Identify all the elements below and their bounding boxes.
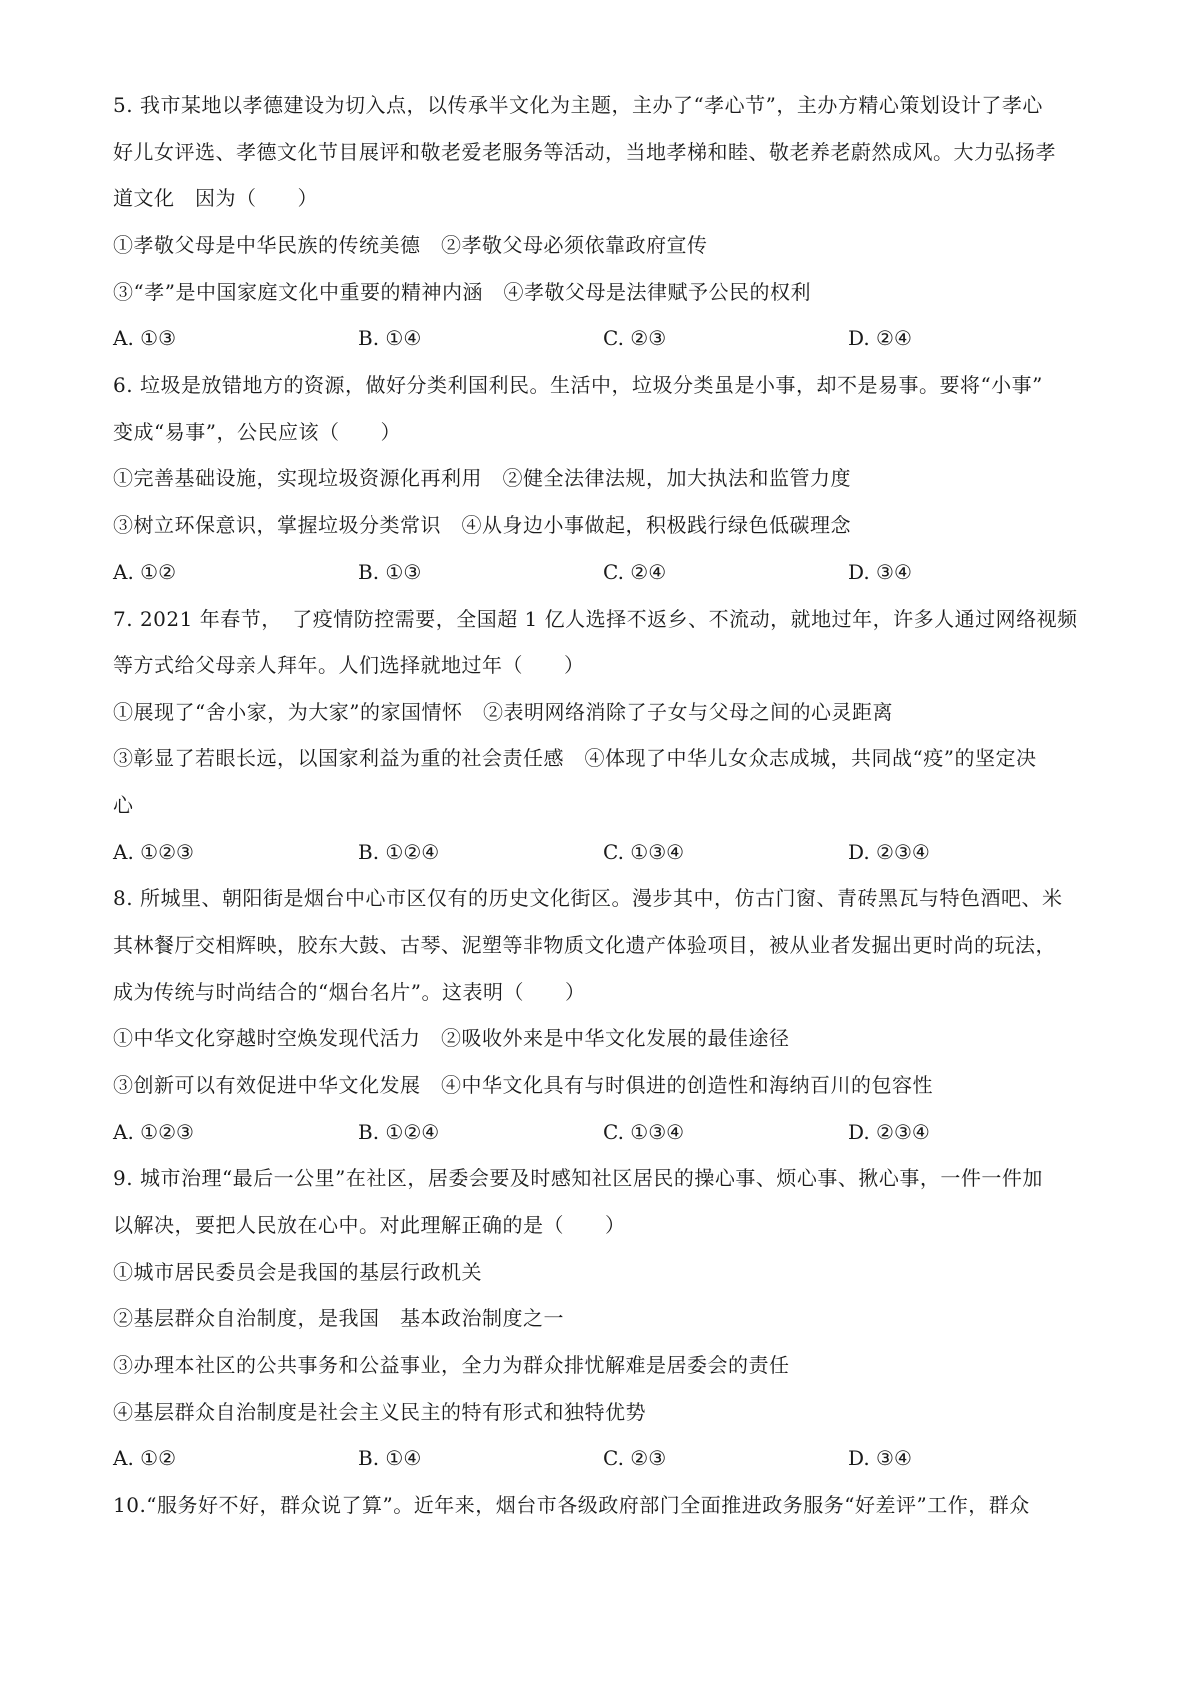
q5-line-4: ①孝敬父母是中华民族的传统美德 ②孝敬父母必须依靠政府宣传	[113, 233, 708, 257]
q7-option-c: C. ①③④	[603, 840, 685, 864]
q8-option-c: C. ①③④	[603, 1120, 685, 1144]
q7-option-a: A. ①②③	[113, 840, 194, 864]
q10-line-1: 10.“服务好不好，群众说了算”。近年来，烟台市各级政府部门全面推进政务服务“好差评”工作，群众	[113, 1493, 1030, 1517]
q7-line-3: ①展现了“舍小家，为大家”的家国情怀 ②表明网络消除了子女与父母之间的心灵距离	[113, 700, 893, 724]
q9-line-5: ③办理本社区的公共事务和公益事业，全力为群众排忧解难是居委会的责任	[113, 1353, 790, 1377]
q5-line-3: 道文化 因为（ ）	[113, 186, 318, 210]
q9-option-a: A. ①②	[113, 1446, 177, 1470]
q6-option-b: B. ①③	[358, 560, 422, 584]
q9-option-c: C. ②③	[603, 1446, 667, 1470]
q8-option-a: A. ①②③	[113, 1120, 194, 1144]
q5-option-b: B. ①④	[358, 326, 422, 350]
q5-options	[113, 323, 1103, 353]
q9-line-3: ①城市居民委员会是我国的基层行政机关	[113, 1260, 482, 1284]
q7-option-b: B. ①②④	[358, 840, 440, 864]
q5-line-2: 好儿女评选、孝德文化节目展评和敬老爱老服务等活动，当地孝梯和睦、敬老养老蔚然成风。大力弘扬孝	[113, 140, 1056, 164]
q5-line-1: 5. 我市某地以孝德建设为切入点，以传承半文化为主题，主办了“孝心节”，主办方精心策划设计了孝心	[113, 93, 1043, 117]
q6-line-4: ③树立环保意识，掌握垃圾分类常识 ④从身边小事做起，积极践行绿色低碳理念	[113, 513, 851, 537]
q9-option-d: D. ③④	[848, 1446, 912, 1470]
q5-option-a: A. ①③	[113, 326, 177, 350]
q9-line-4: ②基层群众自治制度，是我国 基本政治制度之一	[113, 1306, 564, 1330]
q8-options	[113, 1117, 1103, 1147]
q8-line-1: 8. 所城里、朝阳街是烟台中心市区仅有的历史文化街区。漫步其中，仿古门窗、青砖黑瓦与特色酒吧、米	[113, 886, 1063, 910]
q9-option-b: B. ①④	[358, 1446, 422, 1470]
q8-option-b: B. ①②④	[358, 1120, 440, 1144]
q7-line-4: ③彰显了若眼长远，以国家利益为重的社会责任感 ④体现了中华儿女众志成城，共同战“疫”的坚定决	[113, 746, 1037, 770]
q7-line-5: 心	[113, 793, 134, 817]
q7-line-1: 7. 2021 年春节， 了疫情防控需要，全国超 1 亿人选择不返乡、不流动，就地过年，许多人通过网络视频	[113, 607, 1078, 631]
q8-line-3: 成为传统与时尚结合的“烟台名片”。这表明（ ）	[113, 980, 586, 1004]
q7-option-d: D. ②③④	[848, 840, 930, 864]
q9-options	[113, 1443, 1103, 1473]
q9-line-1: 9. 城市治理“最后一公里”在社区，居委会要及时感知社区居民的操心事、烦心事、揪心事，一件一件加	[113, 1166, 1043, 1190]
q6-option-d: D. ③④	[848, 560, 912, 584]
q7-line-2: 等方式给父母亲人拜年。人们选择就地过年（ ）	[113, 653, 585, 677]
q5-option-c: C. ②③	[603, 326, 667, 350]
q5-line-5: ③“孝”是中国家庭文化中重要的精神内涵 ④孝敬父母是法律赋予公民的权利	[113, 280, 811, 304]
q7-options	[113, 837, 1103, 867]
q8-line-5: ③创新可以有效促进中华文化发展 ④中华文化具有与时俱进的创造性和海纳百川的包容性	[113, 1073, 933, 1097]
q9-line-2: 以解决，要把人民放在心中。对此理解正确的是（ ）	[113, 1213, 626, 1237]
q6-line-3: ①完善基础设施，实现垃圾资源化再利用 ②健全法律法规，加大执法和监管力度	[113, 466, 851, 490]
q6-options	[113, 557, 1103, 587]
q6-option-c: C. ②④	[603, 560, 667, 584]
q6-option-a: A. ①②	[113, 560, 177, 584]
q5-option-d: D. ②④	[848, 326, 912, 350]
q9-line-6: ④基层群众自治制度是社会主义民主的特有形式和独特优势	[113, 1400, 646, 1424]
q8-line-2: 其林餐厅交相辉映，胶东大鼓、古琴、泥塑等非物质文化遗产体验项目，被从业者发掘出更时尚的玩法，	[113, 933, 1056, 957]
q6-line-2: 变成“易事”，公民应该（ ）	[113, 420, 401, 444]
q8-option-d: D. ②③④	[848, 1120, 930, 1144]
q8-line-4: ①中华文化穿越时空焕发现代活力 ②吸收外来是中华文化发展的最佳途径	[113, 1026, 790, 1050]
q6-line-1: 6. 垃圾是放错地方的资源，做好分类利国利民。生活中，垃圾分类虽是小事，却不是易事。要将“小事”	[113, 373, 1043, 397]
